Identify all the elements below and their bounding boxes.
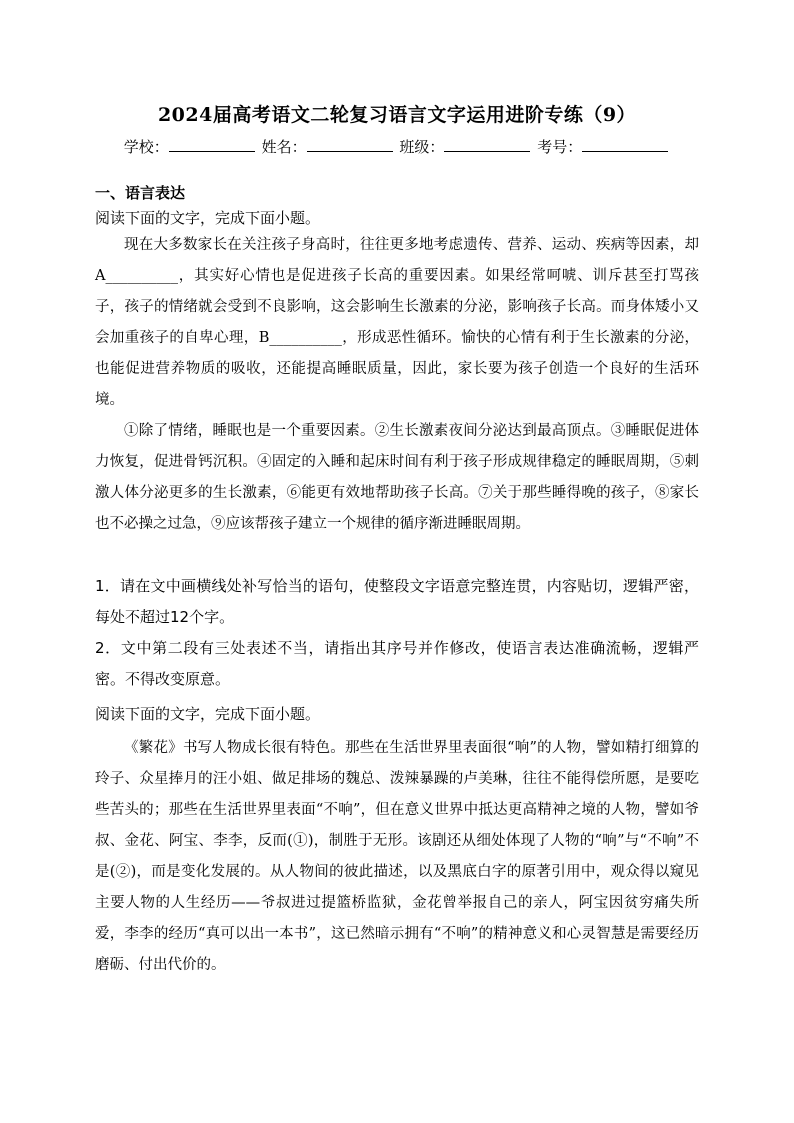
- passage-1-paragraph-1: 现在大多数家长在关注孩子身高时，往往更多地考虑遗传、营养、运动、疾病等因素，却A__________，其实好心情也是促进孩子长高的重要因素。如果经常呵唬、训斥甚至打骂孩子，孩子的情绪就会受到不良影响，这会影响生长激素的分泌，影响孩子长高。而身体矮小又会加重孩子的自卑心理，B__________，形成恶性循环。愉快的心情有利于生长激素的分泌，也能促进营养物质的吸收，还能提高睡眠质量，因此，家长要为孩子创造一个良好的生活环境。: [95, 237, 699, 408]
- passage-1: [95, 230, 699, 540]
- name-blank[interactable]: [307, 137, 393, 152]
- class-blank[interactable]: [444, 137, 530, 152]
- exam-number-label: 考号：: [537, 138, 583, 156]
- student-info-line: [0, 136, 794, 157]
- class-label: 班级：: [399, 138, 445, 156]
- exam-number-blank[interactable]: [582, 137, 668, 152]
- section-heading: 一、语言表达: [95, 184, 186, 202]
- reading-instruction-1: 阅读下面的文字，完成下面小题。: [95, 209, 321, 227]
- question-1: 1．请在文中画横线处补写恰当的语句，使整段文字语意完整连贯，内容贴切，逻辑严密，每处不超过12个字。: [95, 577, 699, 626]
- passage-2: [95, 733, 699, 981]
- reading-instruction-2: 阅读下面的文字，完成下面小题。: [95, 705, 321, 723]
- passage-1-paragraph-2: ①除了情绪，睡眠也是一个重要因素。②生长激素夜间分泌达到最高顶点。③睡眠促进体力恢复，促进骨钙沉积。④固定的入睡和起床时间有利于孩子形成规律稳定的睡眠周期，⑤刺激人体分泌更多的生长激素，⑥能更有效地帮助孩子长高。⑦关于那些睡得晚的孩子，⑧家长也不必操之过急，⑨应该帮孩子建立一个规律的循序渐进睡眠周期。: [95, 423, 699, 532]
- document-title: 2024届高考语文二轮复习语言文字运用进阶专练（9）: [157, 104, 637, 126]
- school-label: 学校：: [123, 138, 169, 156]
- passage-2-paragraph-1: 《繁花》书写人物成长很有特色。那些在生活世界里表面很“响”的人物，譬如精打细算的玲子、众星捧月的汪小姐、做足排场的魏总、泼辣暴躁的卢美琳，往往不能得偿所愿，是要吃些苦头的；那些在生活世界里表面“不响”，但在意义世界中抵达更高精神之境的人物，譬如爷叔、金花、阿宝、李李，反而(①)，制胜于无形。该剧还从细处体现了人物的“响”与“不响”不是(②)，而是变化发展的。从人物间的彼此描述，以及黑底白字的原著引用中，观众得以窥见主要人物的人生经历——爷叔进过提篮桥监狱，金花曾举报自己的亲人，阿宝因贫穷痛失所爱，李李的经历“真可以出一本书”，这已然暗示拥有“不响”的精神意义和心灵智慧是需要经历磨砺、付出代价的。: [95, 740, 699, 973]
- question-2: 2．文中第二段有三处表述不当，请指出其序号并作修改，使语言表达准确流畅，逻辑严密。不得改变原意。: [95, 639, 699, 688]
- school-blank[interactable]: [169, 137, 255, 152]
- name-label: 姓名：: [261, 138, 307, 156]
